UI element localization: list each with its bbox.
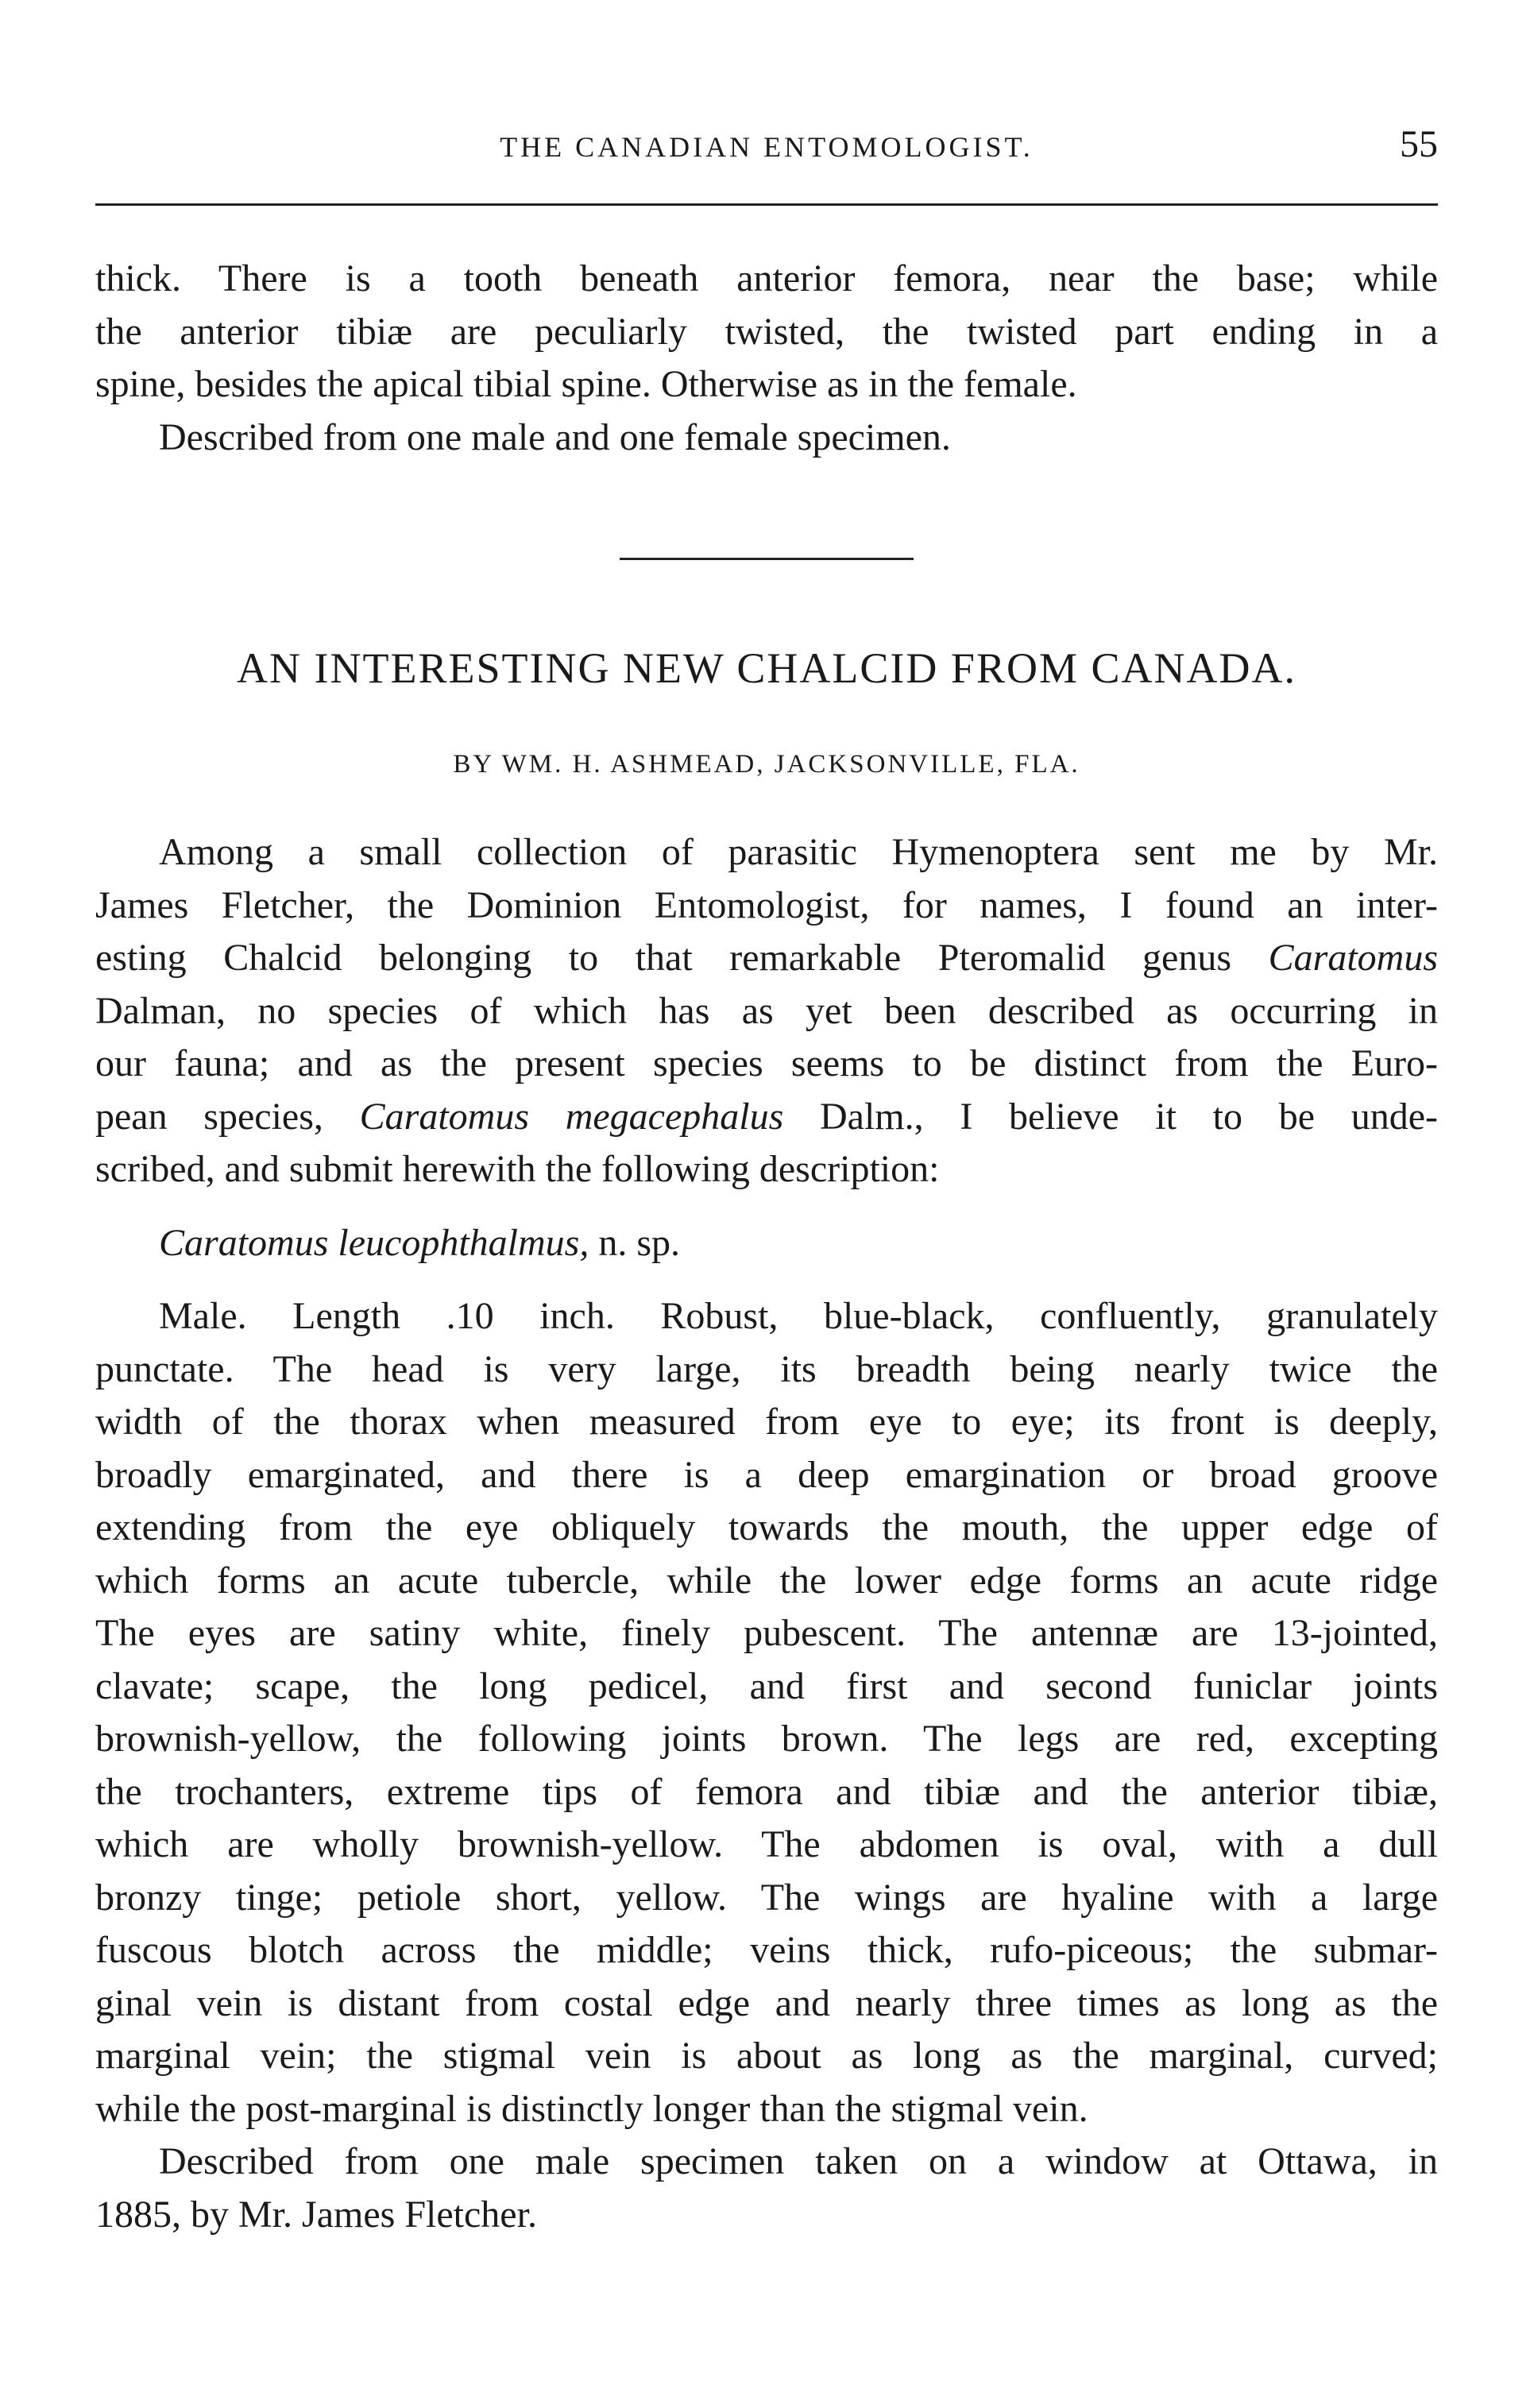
text-line: ginal vein is distant from costal edge and nearly three times as long as the bbox=[95, 1981, 1438, 2024]
text-line: Described from one male specimen taken on a window at Ottawa, in bbox=[159, 2140, 1438, 2182]
article-byline: BY WM. H. ASHMEAD, JACKSONVILLE, FLA. bbox=[453, 750, 1080, 779]
text-line: broadly emarginated, and there is a deep emargination or broad groove bbox=[95, 1453, 1438, 1496]
text-line: clavate; scape, the long pedicel, and first and second funiclar joints bbox=[95, 1664, 1438, 1707]
text-line bbox=[95, 1091, 1438, 1144]
text-line: Male. Length .10 inch. Robust, blue-black, confluently, granulately bbox=[159, 1295, 1438, 1337]
text-line: width of the thorax when measured from eye to eye; its front is deeply, bbox=[95, 1401, 1438, 1443]
text-line: The eyes are satiny white, finely pubescent. The antennæ are 13-jointed, bbox=[95, 1612, 1438, 1654]
species-name: Caratomus megacephalus bbox=[359, 1095, 784, 1138]
text-line: Dalman, no species of which has as yet been described as occurring in bbox=[95, 989, 1438, 1032]
text-line: the anterior tibiæ are peculiarly twisted, the twisted part ending in a bbox=[95, 310, 1438, 353]
article-paragraph bbox=[95, 826, 1438, 1196]
text-line bbox=[95, 932, 1438, 985]
intro-paragraph bbox=[95, 253, 1438, 464]
text-span: pean species, bbox=[95, 1095, 360, 1138]
species-heading-suffix: n. sp. bbox=[589, 1222, 681, 1264]
text-line: punctate. The head is very large, its breadth being nearly twice the bbox=[95, 1347, 1438, 1390]
text-line: brownish-yellow, the following joints brown. The legs are red, excepting bbox=[95, 1718, 1438, 1760]
text-line: while the post-marginal is distinctly longer than the stigmal vein. bbox=[95, 2087, 1088, 2130]
text-line: spine, besides the apical tibial spine. Otherwise as in the female. bbox=[95, 363, 1077, 405]
article-title: AN INTERESTING NEW CHALCID FROM CANADA. bbox=[237, 644, 1296, 692]
species-heading bbox=[159, 1221, 680, 1265]
text-line: our fauna; and as the present species seems to be distinct from the Euro- bbox=[95, 1042, 1438, 1084]
text-line: 1885, by Mr. James Fletcher. bbox=[95, 2193, 537, 2236]
header-rule bbox=[95, 203, 1438, 206]
text-line: bronzy tinge; petiole short, yellow. The wings are hyaline with a large bbox=[95, 1876, 1438, 1919]
text-span: esting Chalcid belonging to that remarkable Pteromalid genus bbox=[95, 937, 1269, 979]
page-number: 55 bbox=[1400, 123, 1438, 165]
text-line: the trochanters, extreme tips of femora and tibiæ and the anterior tibiæ, bbox=[95, 1770, 1438, 1813]
text-line: Among a small collection of parasitic Hymenoptera sent me by Mr. bbox=[159, 831, 1438, 873]
running-head: THE CANADIAN ENTOMOLOGIST. bbox=[500, 131, 1034, 163]
description-paragraph bbox=[95, 1290, 1438, 2241]
text-line: marginal vein; the stigmal vein is about as long as the marginal, curved; bbox=[95, 2035, 1438, 2077]
text-span: Dalm., I believe it to be unde- bbox=[783, 1095, 1439, 1138]
text-line: extending from the eye obliquely towards the mouth, the upper edge of bbox=[95, 1506, 1438, 1548]
text-line: which forms an acute tubercle, while the lower edge forms an acute ridge bbox=[95, 1559, 1438, 1602]
text-line: thick. There is a tooth beneath anterior femora, near the base; while bbox=[95, 257, 1438, 300]
species-heading-name: Caratomus leucophthalmus, bbox=[159, 1222, 589, 1264]
text-line: James Fletcher, the Dominion Entomologist, for names, I found an inter- bbox=[95, 883, 1438, 926]
section-separator bbox=[620, 558, 914, 560]
text-line: Described from one male and one female specimen. bbox=[159, 416, 951, 458]
genus-name: Caratomus bbox=[1268, 937, 1438, 979]
text-line: scribed, and submit herewith the following description: bbox=[95, 1148, 940, 1190]
page-header bbox=[95, 119, 1438, 175]
text-line: fuscous blotch across the middle; veins thick, rufo-piceous; the submar- bbox=[95, 1929, 1438, 1971]
text-line: which are wholly brownish-yellow. The abdomen is oval, with a dull bbox=[95, 1823, 1438, 1865]
